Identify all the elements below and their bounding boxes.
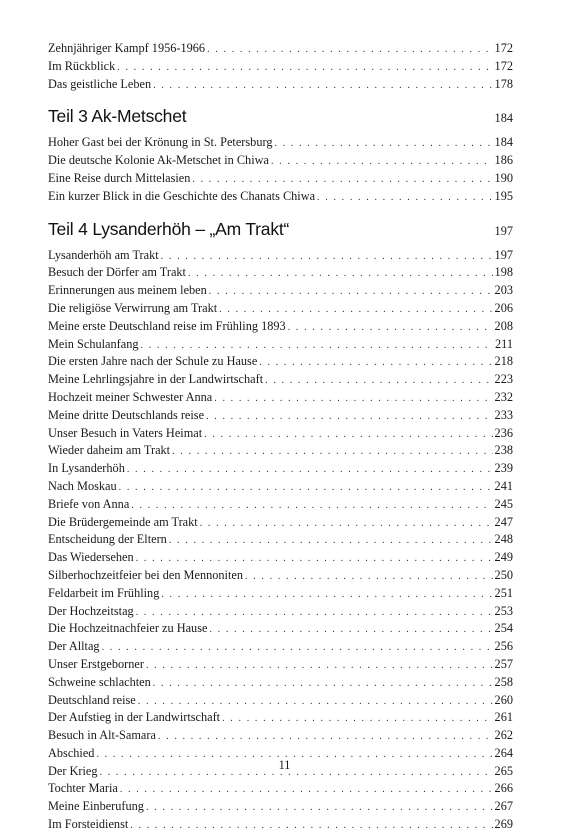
- toc-entry-page: 267: [494, 799, 513, 814]
- dot-leader: [153, 77, 492, 95]
- toc-entry-title: Das Wiedersehen: [48, 550, 134, 565]
- toc-entry: [48, 460, 513, 478]
- dot-leader: [207, 41, 492, 59]
- toc-entry: [48, 585, 513, 603]
- dot-leader: [130, 817, 492, 835]
- table-of-contents: [48, 40, 513, 834]
- toc-entry-page: 241: [494, 478, 513, 493]
- dot-leader: [161, 586, 492, 604]
- toc-entry: [48, 692, 513, 710]
- dot-leader: [146, 657, 493, 675]
- toc-entry: [48, 152, 513, 170]
- toc-entry-page: 178: [494, 76, 513, 91]
- dot-leader: [136, 604, 493, 622]
- toc-entry-page: 258: [494, 674, 513, 689]
- toc-entry: [48, 442, 513, 460]
- toc-entry-page: 262: [494, 728, 513, 743]
- toc-section-heading-part3: [48, 103, 513, 130]
- toc-entry-page: 239: [494, 461, 513, 476]
- dot-leader: [317, 189, 493, 207]
- toc-entry-page: 249: [494, 550, 513, 565]
- dot-leader: [209, 621, 492, 639]
- dot-leader: [169, 532, 493, 550]
- dot-leader: [102, 639, 493, 657]
- dot-leader: [192, 171, 492, 189]
- toc-entry: [48, 134, 513, 152]
- toc-entry-title: Mein Schulanfang: [48, 336, 139, 351]
- toc-entry-page: 250: [494, 567, 513, 582]
- toc-entry: [48, 549, 513, 567]
- toc-entry: [48, 514, 513, 532]
- dot-leader: [172, 443, 492, 461]
- toc-entry-page: 256: [494, 639, 513, 654]
- toc-entry-title: Lysanderhöh am Trakt: [48, 247, 159, 262]
- toc-entry-title: Meine dritte Deutschlands reise: [48, 407, 205, 422]
- toc-entry-title: Besuch in Alt-Samara: [48, 728, 156, 743]
- toc-entry-title: Ein kurzer Blick in die Geschichte des Chanats Chiwa: [48, 188, 316, 203]
- toc-entry: [48, 425, 513, 443]
- toc-entry-title: Der Hochzeitstag: [48, 603, 134, 618]
- toc-entry: [48, 76, 513, 94]
- toc-entry: [48, 798, 513, 816]
- dot-leader: [265, 372, 492, 390]
- toc-entry: [48, 407, 513, 425]
- toc-entry: [48, 389, 513, 407]
- toc-entry-page: 261: [494, 710, 513, 725]
- toc-entry-page: 172: [494, 58, 513, 73]
- toc-entry-title: Briefe von Anna: [48, 496, 130, 511]
- section-title: Teil 4 Lysanderhöh – „Am Trakt“: [48, 218, 290, 239]
- toc-entry-page: 260: [494, 692, 513, 707]
- dot-leader: [222, 710, 492, 728]
- toc-entry: [48, 318, 513, 336]
- toc-entry-page: 198: [494, 265, 513, 280]
- toc-entry-title: Die Brüdergemeinde am Trakt: [48, 514, 198, 529]
- toc-entry: [48, 478, 513, 496]
- toc-entry: [48, 674, 513, 692]
- toc-entry-title: Der Krieg: [48, 763, 98, 778]
- toc-entry-title: Der Aufstieg in der Landwirtschaft: [48, 710, 221, 725]
- toc-entry-title: Der Alltag: [48, 639, 100, 654]
- toc-entry-title: Meine Lehrlingsjahre in der Landwirtschaft: [48, 372, 264, 387]
- toc-entry-page: 265: [494, 763, 513, 778]
- dot-leader: [138, 693, 493, 711]
- toc-entry-title: Die deutsche Kolonie Ak-Metschet in Chiwa: [48, 153, 269, 168]
- dot-leader: [206, 408, 492, 426]
- toc-entry-title: Meine Einberufung: [48, 799, 144, 814]
- toc-entry-title: Erinnerungen aus meinem leben: [48, 283, 207, 298]
- toc-entry-title: Deutschland reise: [48, 692, 136, 707]
- toc-entry-title: Die ersten Jahre nach der Schule zu Hause: [48, 354, 258, 369]
- toc-entry: [48, 816, 513, 834]
- toc-entry: [48, 247, 513, 265]
- toc-entry: [48, 40, 513, 58]
- toc-entry-title: Feldarbeit im Frühling: [48, 585, 160, 600]
- dot-leader: [259, 354, 492, 372]
- toc-entry: [48, 300, 513, 318]
- toc-entry: [48, 58, 513, 76]
- dot-leader: [136, 550, 493, 568]
- toc-entry-page: 253: [494, 603, 513, 618]
- section-page-number: 197: [494, 223, 513, 238]
- page-number-footer: 11: [278, 758, 291, 772]
- dot-leader: [188, 265, 493, 283]
- toc-entry-title: Abschied: [48, 745, 95, 760]
- toc-entry: [48, 531, 513, 549]
- toc-entry-page: 238: [494, 443, 513, 458]
- dot-leader: [119, 479, 493, 497]
- toc-entry-page: 264: [494, 745, 513, 760]
- toc-entry-page: 245: [494, 496, 513, 511]
- dot-leader: [131, 497, 492, 515]
- toc-entry: [48, 656, 513, 674]
- toc-entry-title: Hoher Gast bei der Krönung in St. Petersburg: [48, 135, 273, 150]
- toc-entry-title: Silberhochzeitfeier bei den Mennoniten: [48, 567, 243, 582]
- toc-entry-page: 195: [494, 188, 513, 203]
- dot-leader: [153, 675, 493, 693]
- toc-entry-title: Meine erste Deutschland reise im Frühling 1893: [48, 318, 286, 333]
- dot-leader: [158, 728, 493, 746]
- toc-entry: [48, 170, 513, 188]
- dot-leader: [117, 59, 492, 77]
- dot-leader: [245, 568, 493, 586]
- dot-leader: [120, 781, 493, 799]
- toc-entry-page: 203: [494, 283, 513, 298]
- toc-entry-title: Die religiöse Verwirrung am Trakt: [48, 300, 218, 315]
- toc-entry: [48, 727, 513, 745]
- toc-entry-page: 206: [494, 300, 513, 315]
- dot-leader: [127, 461, 493, 479]
- toc-entry: [48, 603, 513, 621]
- toc-entry-title: Zehnjähriger Kampf 1956-1966: [48, 41, 206, 55]
- toc-entry-title: Eine Reise durch Mittelasien: [48, 170, 191, 185]
- toc-entry-title: Unser Besuch in Vaters Heimat: [48, 425, 203, 440]
- toc-entry-page: 251: [494, 585, 513, 600]
- toc-entry-page: 208: [494, 318, 513, 333]
- toc-entry-title: Nach Moskau: [48, 478, 117, 493]
- toc-entry-title: Hochzeit meiner Schwester Anna: [48, 389, 213, 404]
- dot-leader: [200, 515, 493, 533]
- dot-leader: [214, 390, 492, 408]
- toc-entry-title: Unser Erstgeborner: [48, 656, 144, 671]
- toc-entry: [48, 371, 513, 389]
- dot-leader: [271, 153, 493, 171]
- toc-entry: [48, 336, 513, 354]
- toc-section-heading-part4: [48, 216, 513, 243]
- toc-entry-page: 211: [495, 336, 513, 351]
- toc-entry-page: 266: [494, 781, 513, 796]
- toc-entry-title: Im Rückblick: [48, 58, 116, 73]
- toc-entry-title: Im Forsteidienst: [48, 817, 129, 832]
- toc-entry-page: 269: [494, 817, 513, 832]
- toc-entry: [48, 264, 513, 282]
- toc-entry: [48, 638, 513, 656]
- toc-entry-title: In Lysanderhöh: [48, 461, 125, 476]
- dot-leader: [204, 426, 492, 444]
- toc-entry-page: 236: [494, 425, 513, 440]
- toc-entry-page: 184: [494, 135, 513, 150]
- toc-entry-title: Tochter Maria: [48, 781, 118, 796]
- dot-leader: [275, 135, 493, 153]
- toc-entry-page: 223: [494, 372, 513, 387]
- dot-leader: [219, 301, 492, 319]
- toc-entry-title: Die Hochzeitnachfeier zu Hause: [48, 621, 208, 636]
- toc-entry: [48, 353, 513, 371]
- dot-leader: [161, 248, 493, 266]
- toc-entry: [48, 282, 513, 300]
- toc-entry: [48, 188, 513, 206]
- toc-entry-page: 257: [494, 656, 513, 671]
- toc-entry-page: 218: [494, 354, 513, 369]
- toc-entry-title: Wieder daheim am Trakt: [48, 443, 171, 458]
- toc-entry-page: 186: [494, 153, 513, 168]
- dot-leader: [146, 799, 493, 817]
- toc-entry: [48, 620, 513, 638]
- toc-entry-title: Besuch der Dörfer am Trakt: [48, 265, 186, 280]
- dot-leader: [209, 283, 493, 301]
- section-title: Teil 3 Ak-Metschet: [48, 106, 187, 127]
- toc-entry-page: 197: [494, 247, 513, 262]
- toc-entry: [48, 496, 513, 514]
- toc-part4-entries: [48, 247, 513, 834]
- toc-entry-page: 233: [494, 407, 513, 422]
- toc-entry-page: 248: [494, 532, 513, 547]
- toc-entry-title: Entscheidung der Eltern: [48, 532, 167, 547]
- toc-entry-page: 172: [494, 41, 513, 55]
- toc-entry: [48, 780, 513, 798]
- toc-entry-page: 232: [494, 389, 513, 404]
- dot-leader: [288, 319, 493, 337]
- toc-entry-page: 254: [494, 621, 513, 636]
- section-page-number: 184: [494, 111, 513, 126]
- toc-entry-page: 247: [494, 514, 513, 529]
- dot-leader: [141, 337, 494, 355]
- toc-entry-title: Schweine schlachten: [48, 674, 151, 689]
- toc-entry: [48, 709, 513, 727]
- toc-entry-title: Das geistliche Leben: [48, 76, 152, 91]
- toc-entry: [48, 567, 513, 585]
- toc-entry-page: 190: [494, 170, 513, 185]
- toc-intro-entries: [48, 40, 513, 93]
- toc-part3-entries: [48, 134, 513, 205]
